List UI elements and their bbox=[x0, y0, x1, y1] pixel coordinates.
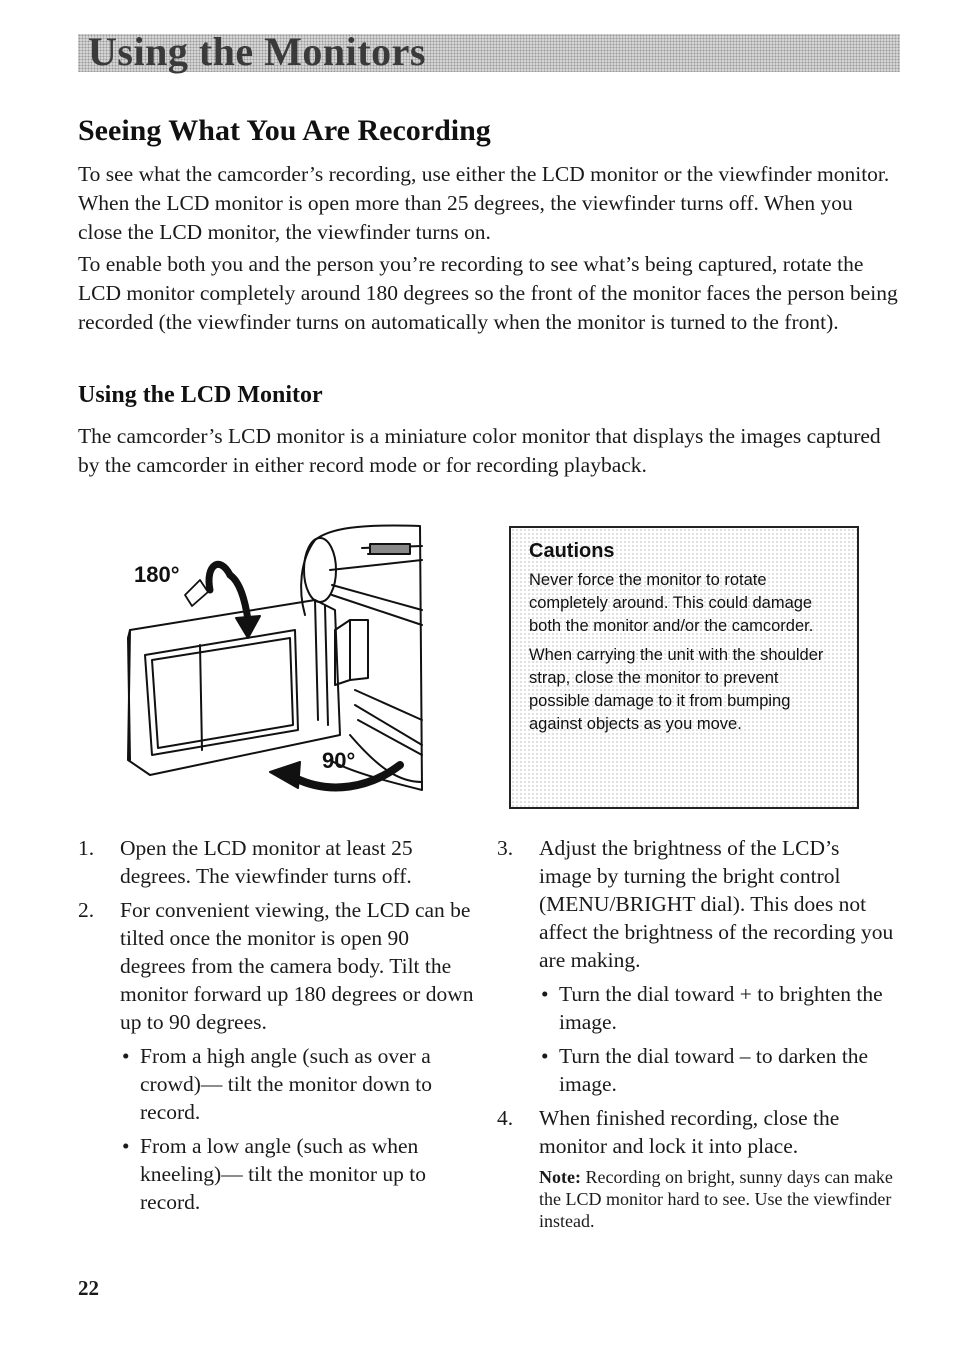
step-text: For convenient viewing, the LCD can be tilted once the monitor is open 90 degrees from the camera body. Tilt the monitor forward up 180 degrees or down up to 90 degrees. bbox=[120, 898, 474, 1034]
bullet-icon: • bbox=[541, 982, 549, 1006]
bullet-text: From a high angle (such as over a crowd)— tilt the monitor down to record. bbox=[140, 1044, 433, 1124]
steps-right-column bbox=[497, 834, 897, 1232]
step-text: Open the LCD monitor at least 25 degrees. The viewfinder turns off. bbox=[120, 836, 413, 888]
note bbox=[539, 1166, 897, 1232]
intro-paragraph-2: To enable both you and the person you’re recording to see what’s being captured, rotate the LCD monitor completely around 180 degrees so the front of the monitor faces the person being recorded (the viewfinder turns on automatically when the monitor is turned to the front). bbox=[78, 252, 898, 334]
step-3-bullet-1 bbox=[539, 980, 897, 1036]
angle-label-90: 90° bbox=[322, 748, 356, 773]
bullet-icon: • bbox=[541, 1044, 549, 1068]
step-1 bbox=[78, 834, 478, 890]
step-4 bbox=[497, 1104, 897, 1160]
bullet-text: From a low angle (such as when kneeling)— tilt the monitor up to record. bbox=[140, 1134, 427, 1214]
bullet-icon: • bbox=[122, 1044, 130, 1068]
step-number: 4. bbox=[497, 1106, 514, 1130]
step-3-bullet-2 bbox=[539, 1042, 897, 1098]
step-number: 2. bbox=[78, 898, 95, 922]
note-label: Note: bbox=[539, 1167, 581, 1187]
step-2-bullet-1 bbox=[120, 1042, 478, 1126]
section-heading: Seeing What You Are Recording bbox=[78, 114, 491, 147]
steps-left-column bbox=[78, 834, 478, 1222]
step-text: When finished recording, close the monitor and lock it into place. bbox=[539, 1106, 840, 1158]
bullet-text: Turn the dial toward + to brighten the image. bbox=[559, 982, 883, 1034]
step-number: 1. bbox=[78, 836, 95, 860]
angle-label-180: 180° bbox=[134, 562, 180, 587]
bullet-icon: • bbox=[122, 1134, 130, 1158]
banner-title: Using the Monitors bbox=[88, 29, 426, 74]
step-text: Adjust the brightness of the LCD’s image by turning the bright control (MENU/BRIGHT dial). This does not affect the brightness of the recording you are making. bbox=[539, 836, 894, 972]
bullet-text: Turn the dial toward – to darken the image. bbox=[559, 1044, 869, 1096]
page-number: 22 bbox=[78, 1276, 99, 1300]
camcorder-illustration bbox=[100, 520, 440, 810]
subsection-heading: Using the LCD Monitor bbox=[78, 382, 323, 408]
step-2-bullet-2 bbox=[120, 1132, 478, 1216]
step-2 bbox=[78, 896, 478, 1036]
cautions-box bbox=[509, 526, 859, 809]
step-number: 3. bbox=[497, 836, 514, 860]
caution-item-1: Never force the monitor to rotate completely around. This could damage both the monitor and/or the camcorder. bbox=[529, 571, 814, 635]
section-banner bbox=[78, 29, 900, 74]
step-3 bbox=[497, 834, 897, 974]
caution-item-2: When carrying the unit with the shoulder strap, close the monitor to prevent possible damage to it from bumping against objects as you move. bbox=[529, 646, 824, 733]
note-text: Recording on bright, sunny days can make the LCD monitor hard to see. Use the viewfinder instead. bbox=[539, 1167, 893, 1231]
cautions-title: Cautions bbox=[529, 540, 615, 562]
intro-paragraph-1: To see what the camcorder’s recording, use either the LCD monitor or the viewfinder monitor. When the LCD monitor is open more than 25 degrees, the viewfinder turns off. When you close the LCD monitor, the viewfinder turns on. bbox=[78, 162, 890, 244]
lcd-paragraph: The camcorder’s LCD monitor is a miniature color monitor that displays the images captured by the camcorder in either record mode or for recording playback. bbox=[78, 424, 881, 477]
